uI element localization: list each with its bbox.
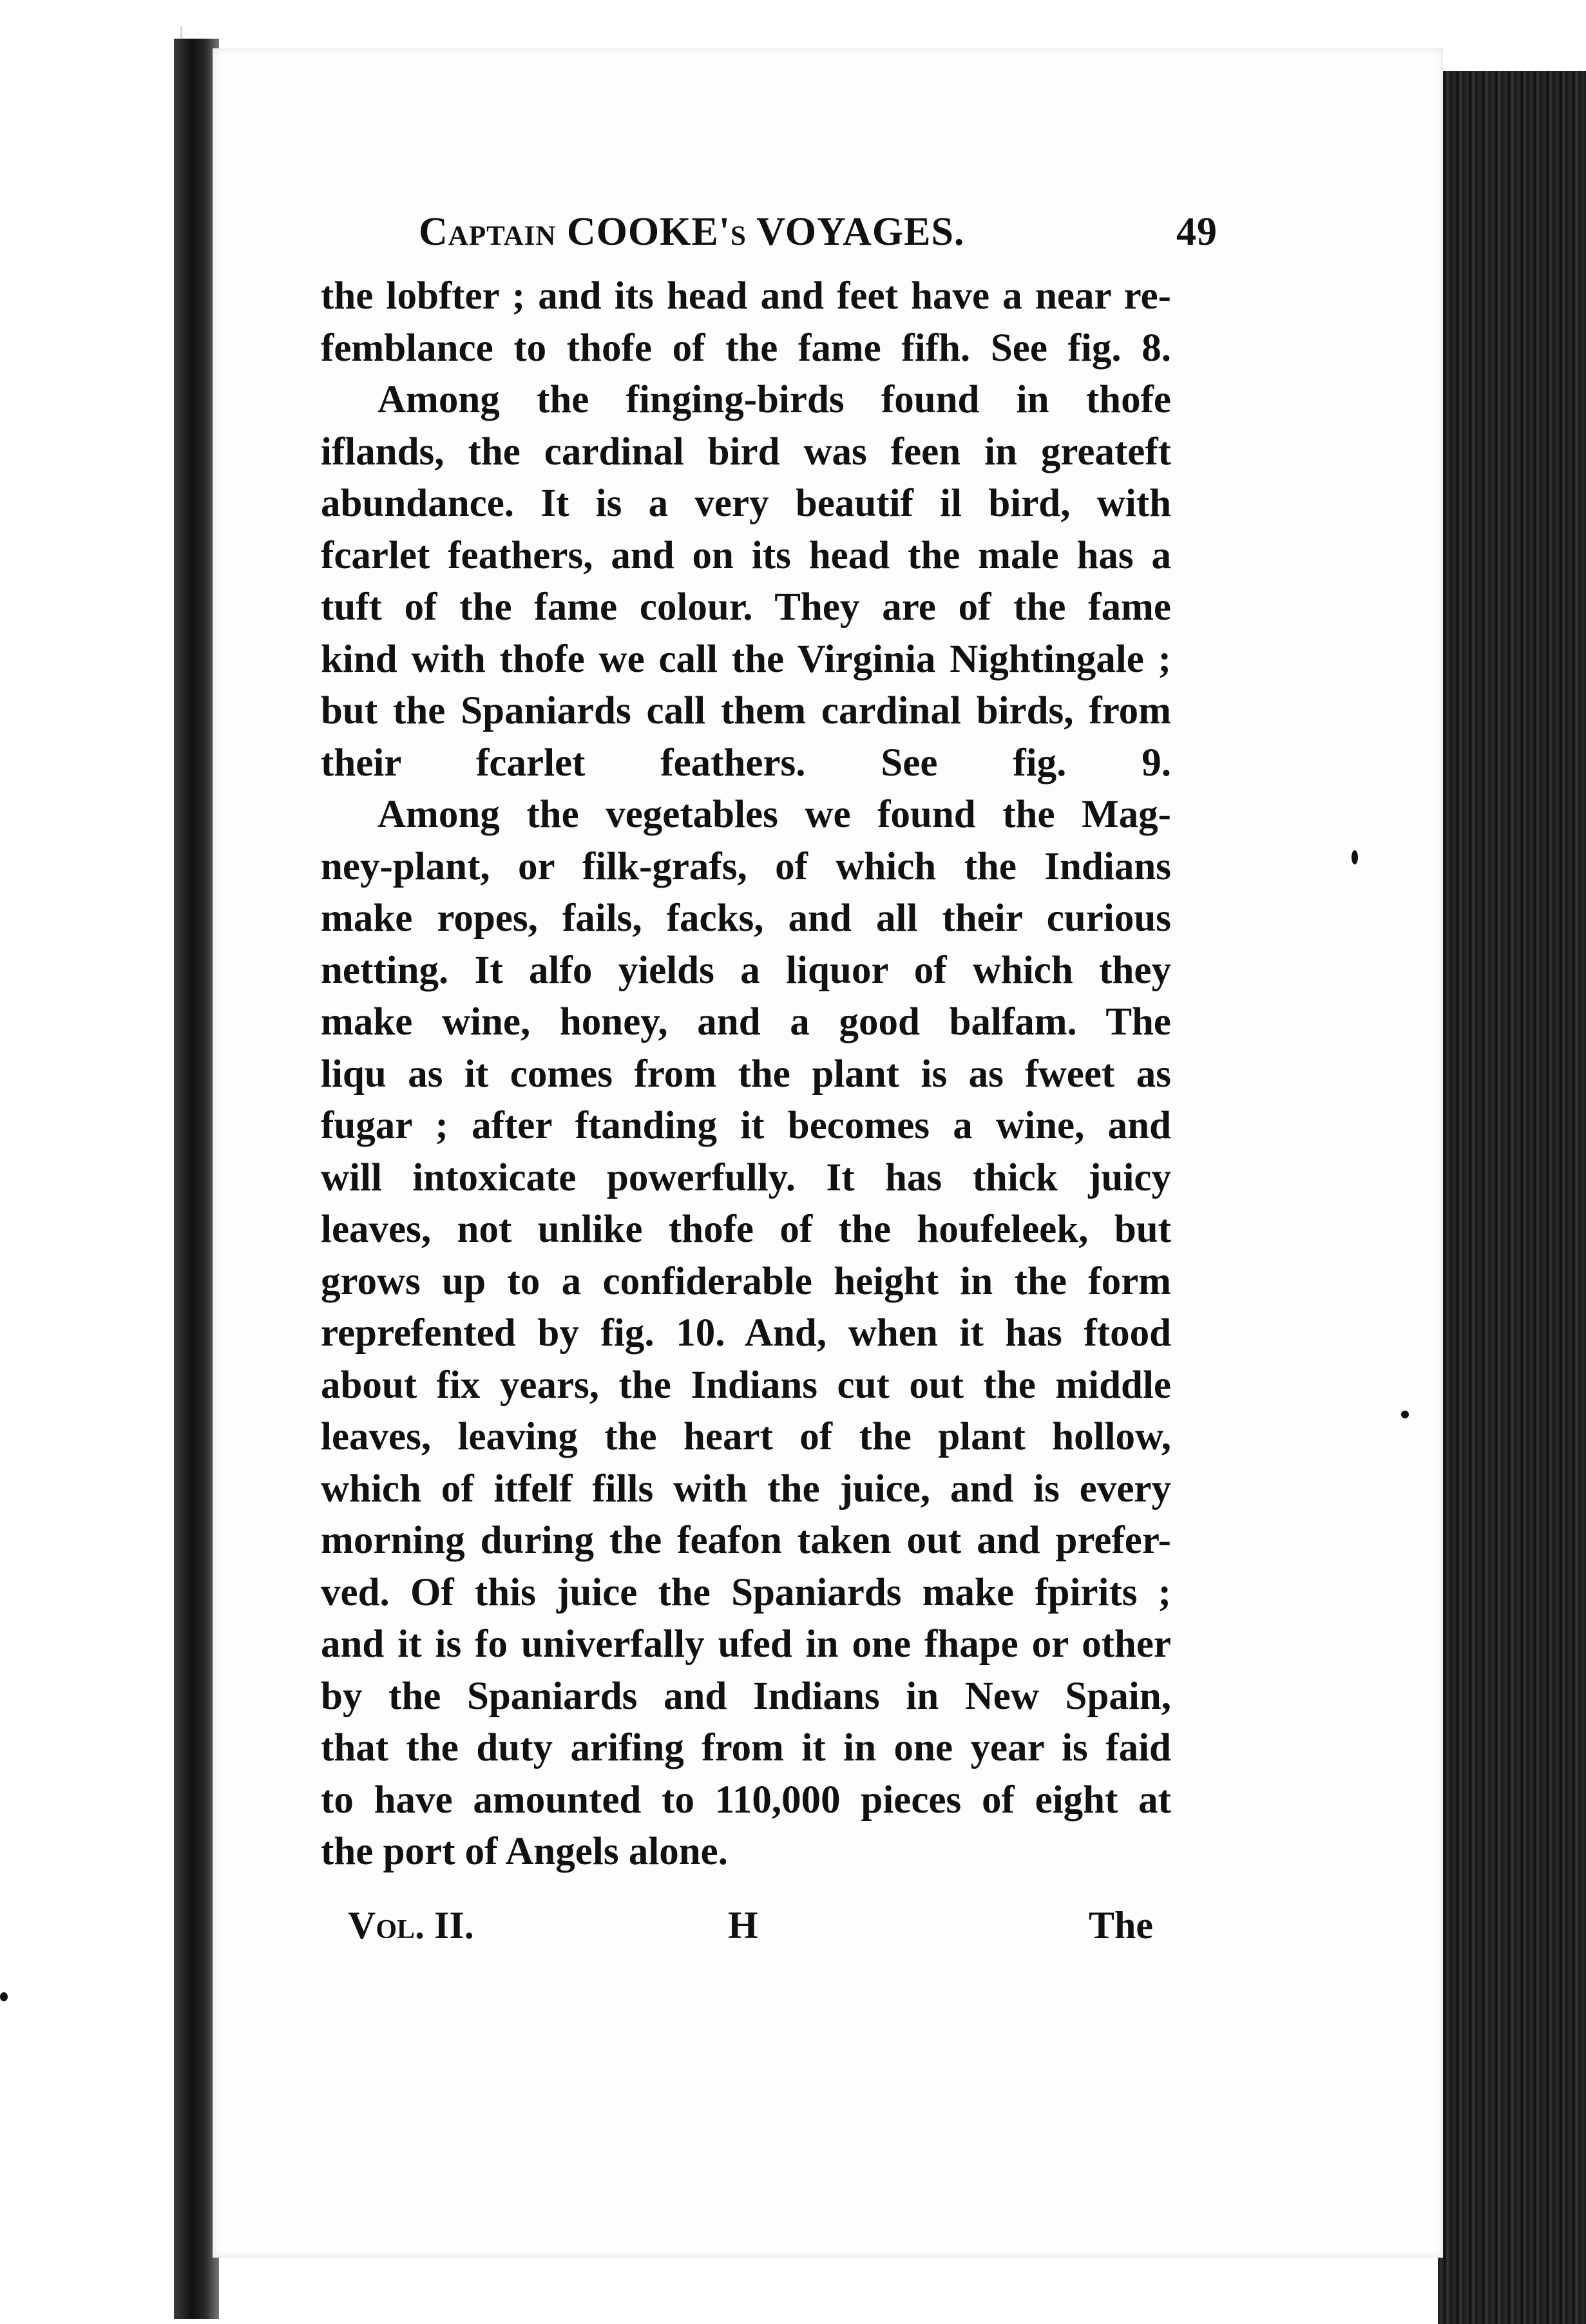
running-title: Captain COOKE's VOYAGES. [419,210,965,254]
text-line: to have amounted to 110,000 pieces of eight at [321,1778,1171,1822]
text-line: kind with thofe we call the Virginia Nightingale ; [321,637,1171,681]
text-line: leaves, leaving the heart of the plant hollow, [321,1415,1171,1458]
page-footer [348,1903,1153,1961]
facing-page-edge [0,26,182,2319]
ink-speck [1352,850,1358,864]
text-line: about fix years, the Indians cut out the middle [321,1363,1171,1407]
text-line: will intoxicate powerfully. It has thick juicy [321,1156,1171,1199]
text-line: abundance. It is a very beautif il bird, with [321,482,1171,525]
text-line: which of itfelf fills with the juice, and is every [321,1467,1171,1510]
volume-signature: Vol. II. [348,1904,474,1947]
text-line: and it is fo univerfally ufed in one fhape or other [321,1623,1171,1666]
running-head [419,209,1218,274]
text-line: ney-plant, or filk-grafs, of which the Indians [321,844,1171,888]
text-line: but the Spaniards call them cardinal birds, from [321,689,1171,732]
text-line: fcarlet feathers, and on its head the male has a [321,533,1171,577]
text-line: that the duty arifing from it in one year is faid [321,1726,1171,1769]
text-line: Among the vegetables we found the Mag- [377,793,1171,836]
text-line: liqu as it comes from the plant is as fweet as [321,1052,1171,1096]
text-line: iflands, the cardinal bird was feen in greateft [321,430,1171,473]
text-line: netting. It alfo yields a liquor of which they [321,948,1171,992]
ink-speck [1401,1411,1409,1418]
ink-speck [0,1992,8,2001]
body-text [321,271,1171,1878]
text-line: the lobfter ; and its head and feet have a near re- [321,274,1171,318]
text-line: their fcarlet feathers. See fig. 9. [321,741,1171,785]
book-page-edges [1438,71,1586,2324]
text-line: tuft of the fame colour. They are of the fame [321,586,1171,629]
text-line: make ropes, fails, facks, and all their curious [321,897,1171,940]
text-line: reprefented by fig. 10. And, when it has ftood [321,1311,1171,1355]
catchword: The [1088,1904,1153,1947]
text-line: femblance to thofe of the fame fifh. See fig. 8. [321,326,1171,370]
page-number: 49 [1176,210,1218,254]
text-line: morning during the feafon taken out and prefer- [321,1519,1171,1562]
text-line: Among the finging-birds found in thofe [377,378,1171,421]
text-line: make wine, honey, and a good balfam. The [321,1000,1171,1043]
text-line: ved. Of this juice the Spaniards make fpirits ; [321,1570,1171,1614]
text-line: the port of Angels alone. [321,1830,729,1873]
text-line: by the Spaniards and Indians in New Spain, [321,1674,1171,1718]
text-line: grows up to a confiderable height in the form [321,1259,1171,1303]
signature-mark: H [728,1904,758,1947]
text-line: leaves, not unlike thofe of the houfeleek, but [321,1208,1171,1251]
text-line: fugar ; after ftanding it becomes a wine, and [321,1104,1171,1147]
